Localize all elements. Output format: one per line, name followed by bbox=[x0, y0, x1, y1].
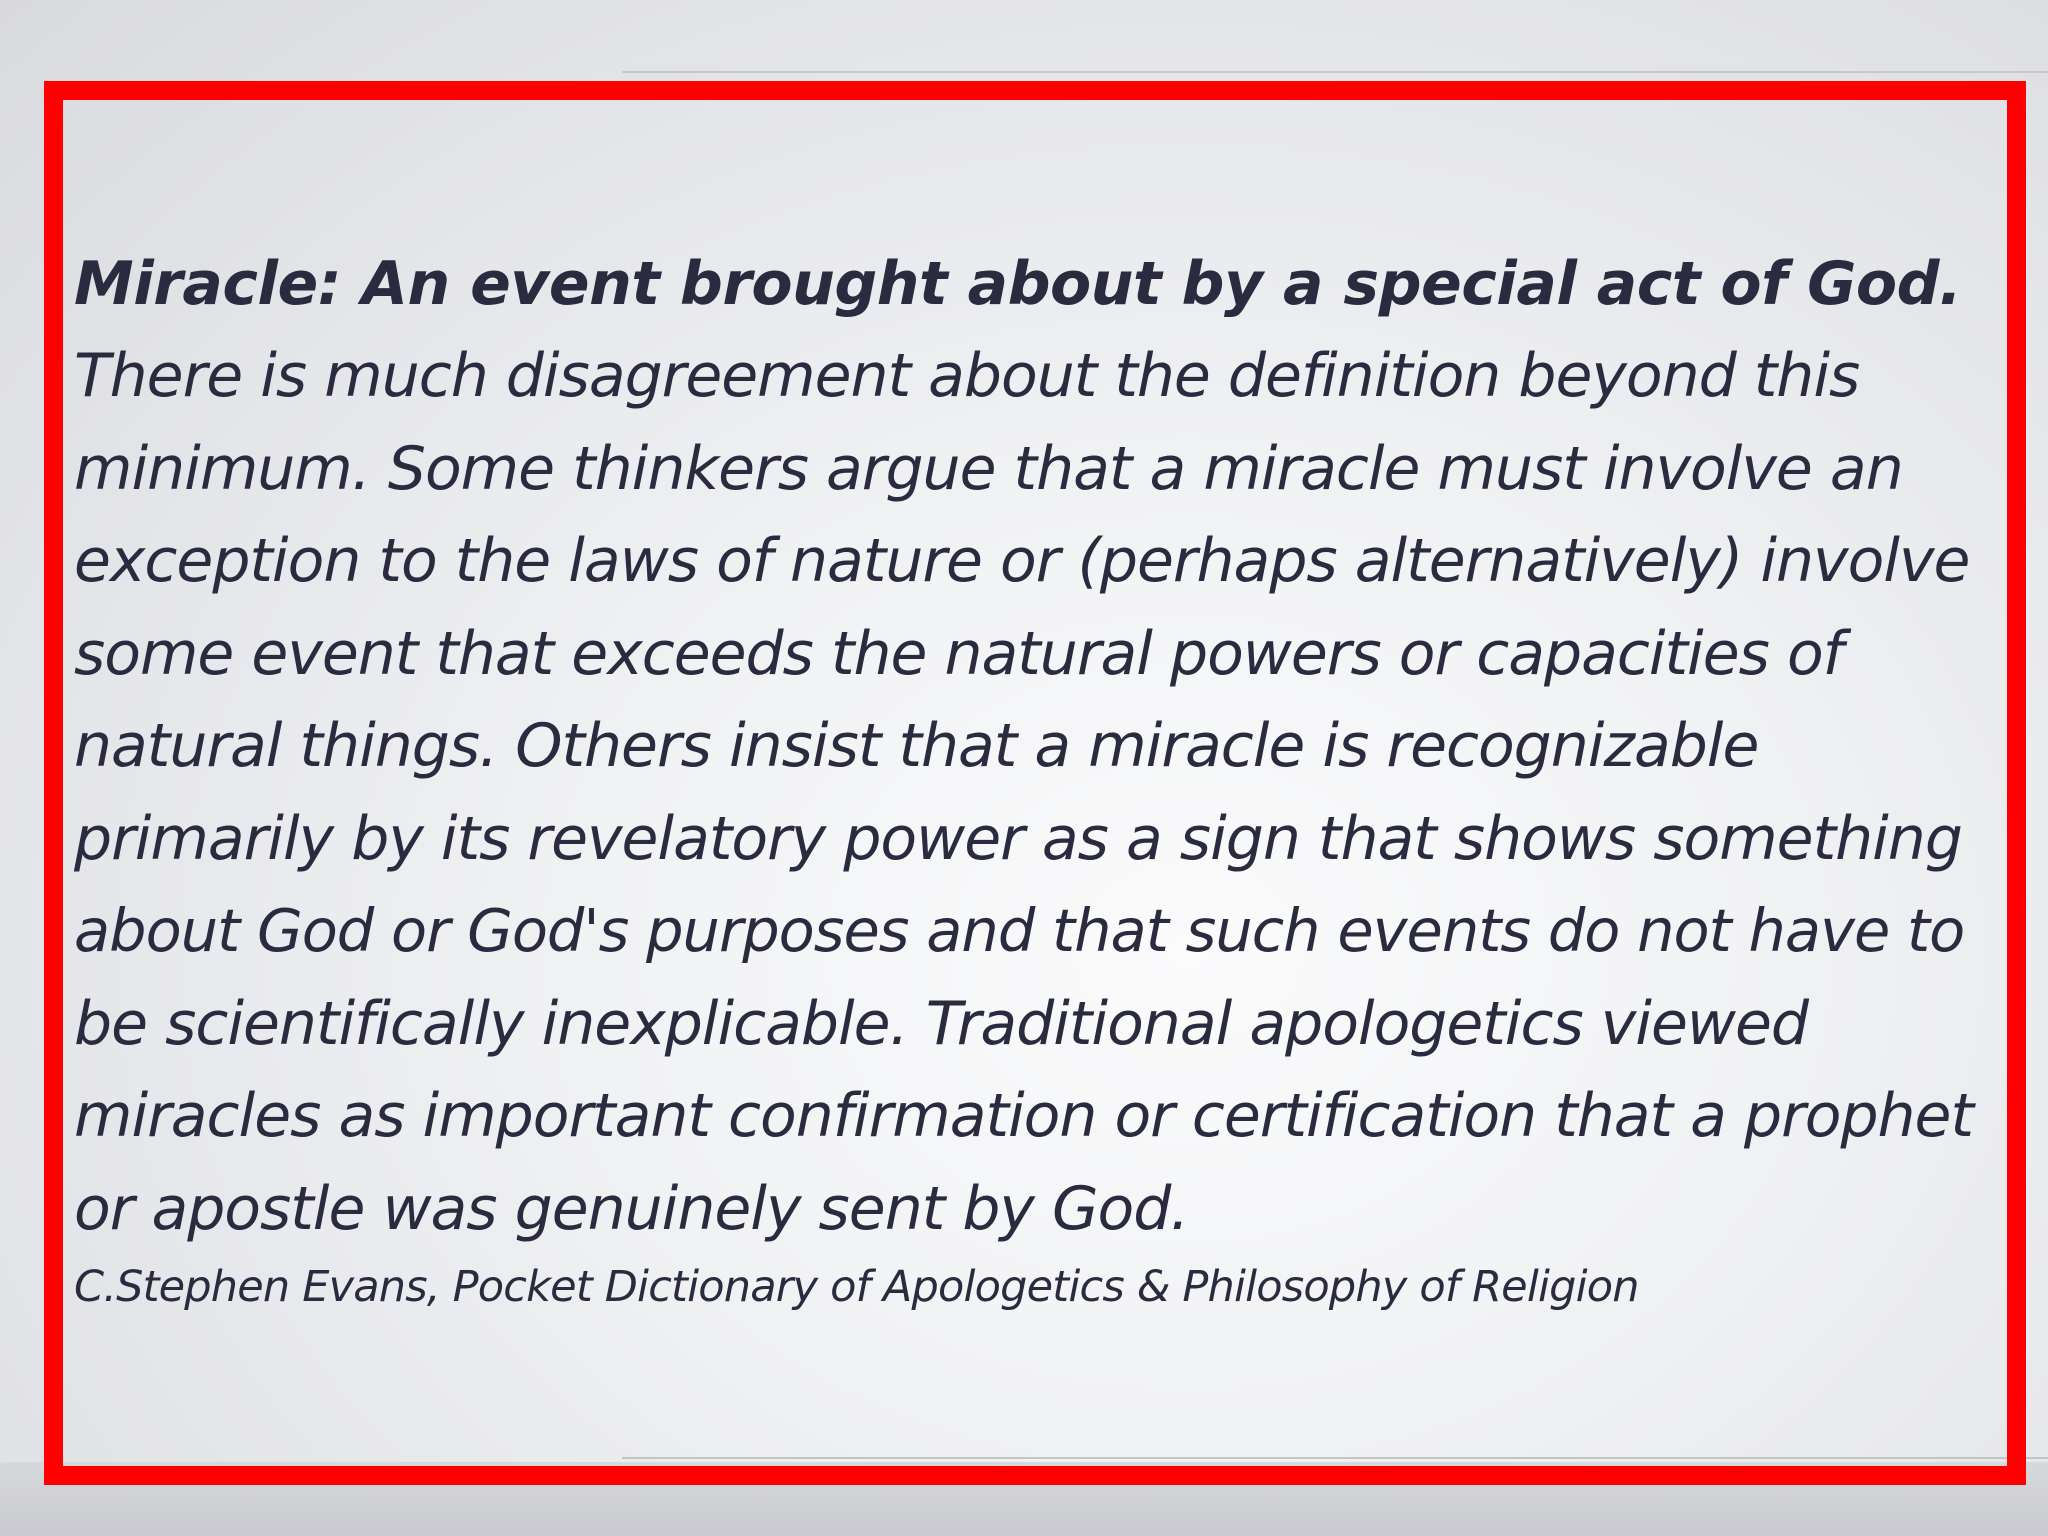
body-line: some event that exceeds the natural powers or capacities of bbox=[74, 618, 1843, 689]
body-line: be scientifically inexplicable. Traditional apologetics viewed bbox=[74, 988, 1808, 1059]
body-line: about God or God's purposes and that such events do not have to bbox=[74, 896, 1965, 965]
body-line: natural things. Others insist that a miracle is recognizable bbox=[74, 711, 1759, 781]
top-divider bbox=[622, 71, 2048, 73]
definition-heading: Miracle: An event brought about by a special act of God. bbox=[74, 249, 1962, 319]
body-line: miracles as important confirmation or certification that a prophet bbox=[74, 1081, 1973, 1151]
body-line: primarily by its revelatory power as a sign that shows something bbox=[74, 803, 1962, 874]
body-line: exception to the laws of nature or (perhaps alternatively) involve bbox=[74, 526, 1970, 596]
body-line: minimum. Some thinkers argue that a miracle must involve an bbox=[74, 433, 1903, 504]
body-line: or apostle was genuinely sent by God. bbox=[74, 1173, 1189, 1244]
source-citation: C.Stephen Evans, Pocket Dictionary of Apologetics & Philosophy of Religion bbox=[74, 1262, 1639, 1312]
body-line: There is much disagreement about the definition beyond this bbox=[74, 341, 1860, 411]
slide-content bbox=[74, 238, 1974, 1317]
